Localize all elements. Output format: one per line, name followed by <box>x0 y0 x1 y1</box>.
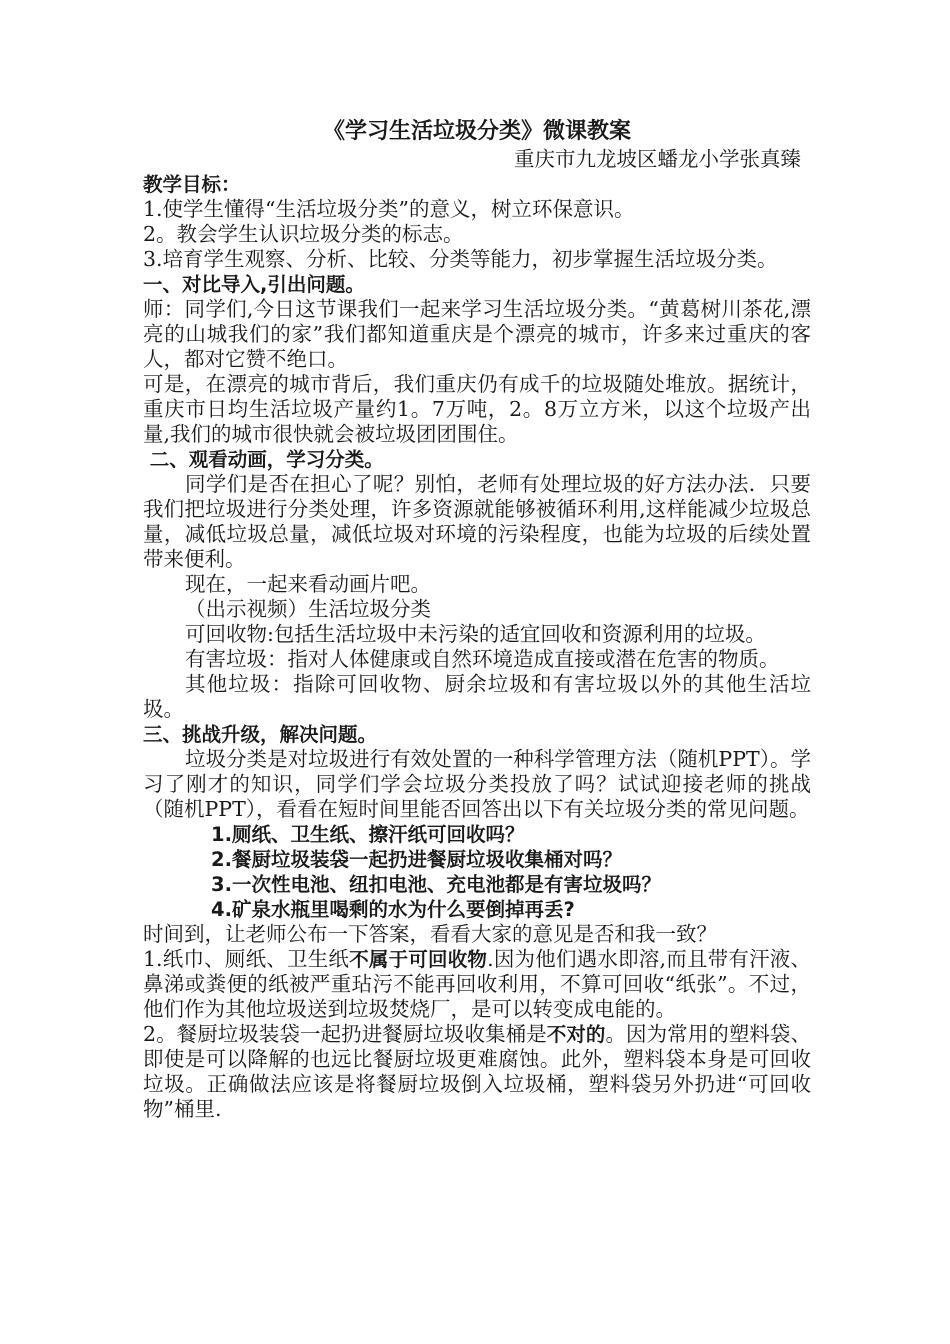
paragraph: 师：同学们,今日这节课我们一起来学习生活垃圾分类。“黄葛树川茶花,漂亮的山城我们的家”我们都知道重庆是个漂亮的城市，许多来过重庆的客人，都对它赞不绝口。 <box>143 297 811 371</box>
author-line: 重庆市九龙坡区蟠龙小学张真臻 <box>514 147 801 171</box>
challenge-question: 3.一次性电池、纽扣电池、充电池都是有害垃圾吗？ <box>211 873 661 896</box>
section-heading-2: 二、观看动画，学习分类。 <box>143 448 384 471</box>
paragraph: 有害垃圾：指对人体健康或自然环境造成直接或潜在危害的物质。 <box>185 647 780 671</box>
answer-emphasis: 不对的 <box>546 1023 606 1046</box>
answer-text: 。因为常用的塑料袋、即使是可以降解的也远比餐厨垃圾更难腐蚀。此外，塑料袋本身是可回收垃圾。正确做法应该是将餐厨垃圾倒入垃圾桶，塑料袋另外扔进“可回收物”桶里. <box>143 1022 811 1121</box>
lesson-plan-document <box>143 118 811 1122</box>
challenge-question: 2.餐厨垃圾装袋一起扔进餐厨垃圾收集桶对吗？ <box>211 848 622 871</box>
paragraph: （出示视频）生活垃圾分类 <box>185 597 431 621</box>
paragraph: 现在，一起来看动画片吧。 <box>185 572 431 596</box>
section-heading-1: 一、对比导入,引出问题。 <box>143 273 365 296</box>
objectives-heading: 教学目标： <box>143 173 241 196</box>
challenge-question: 4.矿泉水瓶里喝剩的水为什么要倒掉再丢? <box>211 898 575 921</box>
paragraph: 同学们是否在担心了呢？别怕，老师有处理垃圾的好方法办法．只要我们把垃圾进行分类处理，许多资源就能够被循环利用,这样能减少垃圾总量，减低垃圾总量，减低垃圾对环境的污染程度，也能为垃圾的后续处置带来便利。 <box>143 472 811 571</box>
answer-text: .因为他们遇水即溶,而且带有汗液、鼻涕或粪便的纸被严重玷污不能再回收利用，不算可回收“纸张”。不过，他们作为其他垃圾送到垃圾焚烧厂，是可以转变成电能的。 <box>143 947 811 1021</box>
challenge-question: 1.厕纸、卫生纸、擦汗纸可回收吗？ <box>211 823 525 846</box>
paragraph: 可回收物:包括生活垃圾中未污染的适宜回收和资源利用的垃圾。 <box>185 622 766 646</box>
paragraph: 可是，在漂亮的城市背后，我们重庆仍有成千的垃圾随处堆放。据统计，重庆市日均生活垃圾产量约1。7万吨，2。8万立方米，以这个垃圾产出量,我们的城市很快就会被垃圾团团围住。 <box>143 372 811 446</box>
answer-text: 1.纸巾、厕纸、卫生纸 <box>143 947 350 971</box>
answer-text: 2。餐厨垃圾装袋一起扔进餐厨垃圾收集桶是 <box>143 1022 547 1046</box>
objective-item: 2。教会学生认识垃圾分类的标志。 <box>143 222 464 246</box>
paragraph: 时间到，让老师公布一下答案，看看大家的意见是否和我一致？ <box>143 922 717 946</box>
objective-item: 3.培育学生观察、分析、比较、分类等能力，初步掌握生活垃圾分类。 <box>143 247 778 271</box>
answer-paragraph <box>143 1022 811 1122</box>
answer-paragraph <box>143 947 811 1022</box>
paragraph: 其他垃圾：指除可回收物、厨余垃圾和有害垃圾以外的其他生活垃圾。 <box>143 672 811 721</box>
answer-emphasis: 不属于可回收物 <box>349 948 488 971</box>
paragraph: 垃圾分类是对垃圾进行有效处置的一种科学管理方法（随机PPT）。学习了刚才的知识，同学们学会垃圾分类投放了吗？试试迎接老师的挑战（随机PPT），看看在短时间里能否回答出以下有关垃圾分类的常见问题。 <box>143 747 811 821</box>
document-title: 《学习生活垃圾分类》微课教案 <box>322 119 631 144</box>
objective-item: 1.使学生懂得“生活垃圾分类”的意义，树立环保意识。 <box>143 197 635 221</box>
section-heading-3: 三、挑战升级，解决问题。 <box>143 723 378 746</box>
